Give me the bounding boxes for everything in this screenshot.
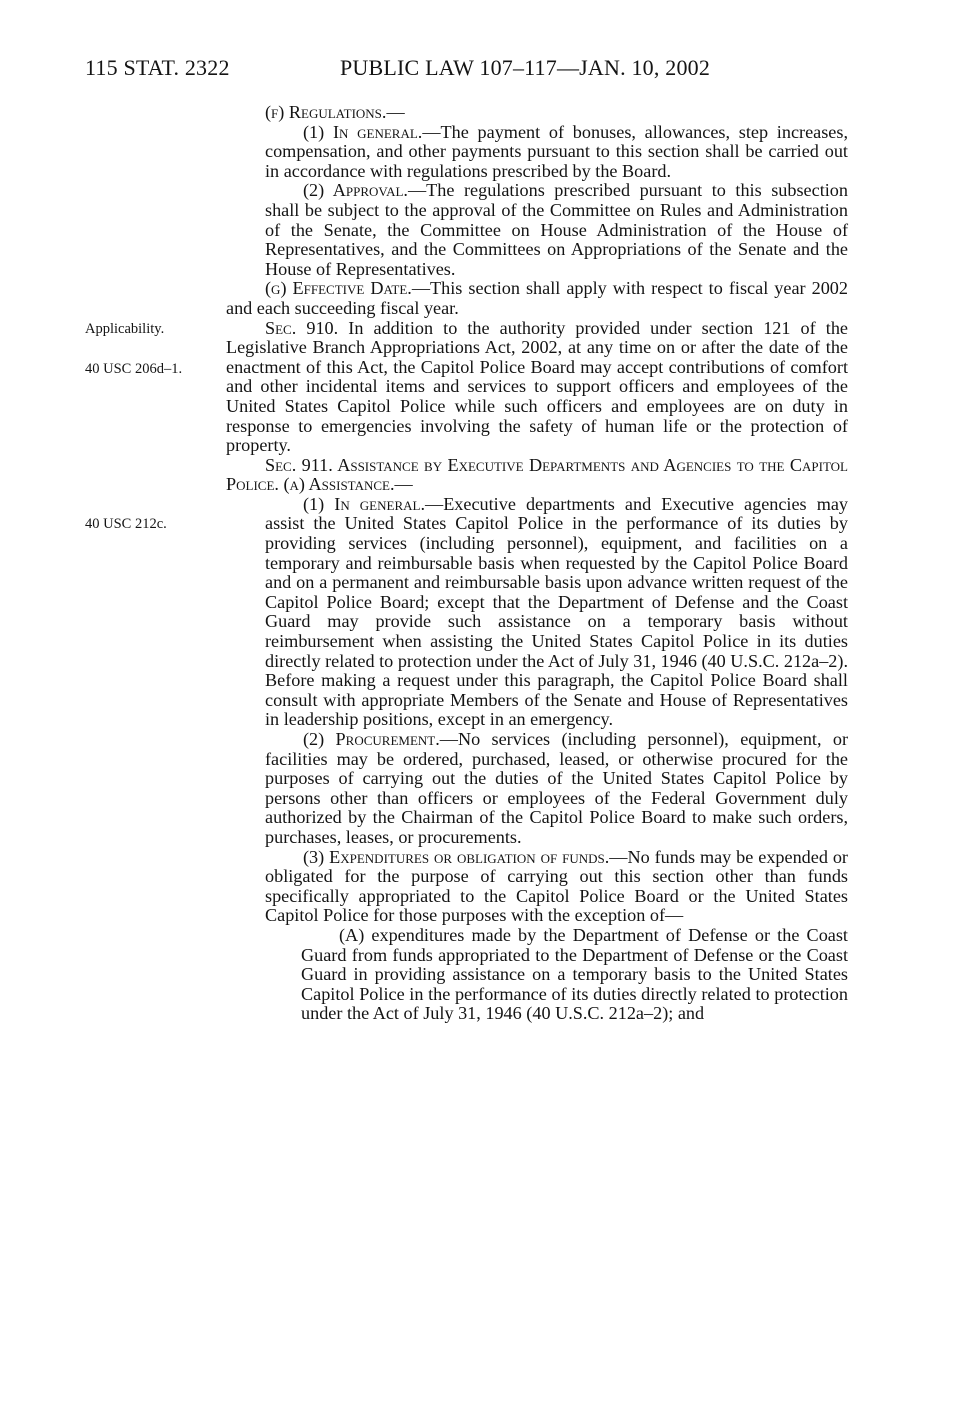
margin-note-applicability: Applicability. xyxy=(85,321,165,337)
section-911-heading: Sec. 911. Assistance by Executive Departments and Agencies to the Capitol Police. (a) Assistance.— xyxy=(226,454,848,495)
paragraph-a-2: (2) Procurement.—No services (including personnel), equipment, or facilities may be ordered, purchased, leased, or otherwise procured for the purposes of carrying out the duties of the United States Capitol Police by persons other than officers or employees of the Federal Government duly authorized by the Chairman of the Capitol Police Board to make such orders, purchases, leases, or procurements. xyxy=(265,729,849,847)
paragraph-a-3: (3) Expenditures or obligation of funds.—No funds may be expended or obligated for the purpose of carrying out this section other than funds specifically appropriated to the Capitol Police Board or the United States Capitol Police for those purposes with the exception of— xyxy=(265,846,848,926)
margin-note-40-usc-206d-1: 40 USC 206d–1. xyxy=(85,361,183,377)
subparagraph-a-3-A: (A) expenditures made by the Department of Defense or the Coast Guard from funds appropriated to the Department of Defense or the Coast Guard in providing assistance on a temporary basis to the United States Capitol Police in the performance of its duties directly related to protection under the Act of July 31, 1946 (40 U.S.C. 212a–2); and xyxy=(301,924,848,1024)
statute-body xyxy=(226,103,848,1024)
subsection-f-heading: (f) Regulations.— xyxy=(265,102,405,122)
paragraph-f-2: (2) Approval.—The regulations prescribed pursuant to this subsection shall be subject to the approval of the Committee on Rules and Administration of the Senate, the Committee on House Administration of the House of Representatives, and the Committees on Appropriations of the Senate and the House of Representatives. xyxy=(265,180,848,279)
page-reference: 115 STAT. 2322 xyxy=(85,55,230,80)
public-law-reference: PUBLIC LAW 107–117—JAN. 10, 2002 xyxy=(340,55,711,80)
subsection-g: (g) Effective Date.—This section shall apply with respect to fiscal year 2002 and each succeeding fiscal year. xyxy=(226,278,848,318)
paragraph-a-1: (1) In general.—Executive departments and Executive agencies may assist the United States Capitol Police in the performance of its duties by providing services (including personnel), equipment, and facilities on a temporary and reimbursable basis when requested by the Capitol Police Board and on a permanent and reimbursable basis upon advance written request of the Capitol Police Board; except that the Department of Defense and the Coast Guard may provide such assistance on a temporary basis without reimbursement when assisting the United States Capitol Police in its duties directly related to protection under the Act of July 31, 1946 (40 U.S.C. 212a–2). Before making a request under this paragraph, the Capitol Police Board shall consult with appropriate Members of the Senate and House of Representatives in leadership positions, except in an emergency. xyxy=(265,493,849,730)
running-header xyxy=(85,55,765,81)
section-910: Sec. 910. In addition to the authority provided under section 121 of the Legislative Branch Appropriations Act, 2002, at any time on or after the date of the enactment of this Act, the Capitol Police Board may accept contributions of comfort and other incidental items and services to support officers and employees of the United States Capitol Police while such officers and employees are on duty in response to emergencies involving the safety of human life or the protection of property. xyxy=(226,317,849,456)
paragraph-f-1: (1) In general.—The payment of bonuses, allowances, step increases, compensation, and other payments pursuant to this section shall be carried out in accordance with regulations prescribed by the Board. xyxy=(265,121,848,181)
margin-note-40-usc-212c: 40 USC 212c. xyxy=(85,516,167,532)
